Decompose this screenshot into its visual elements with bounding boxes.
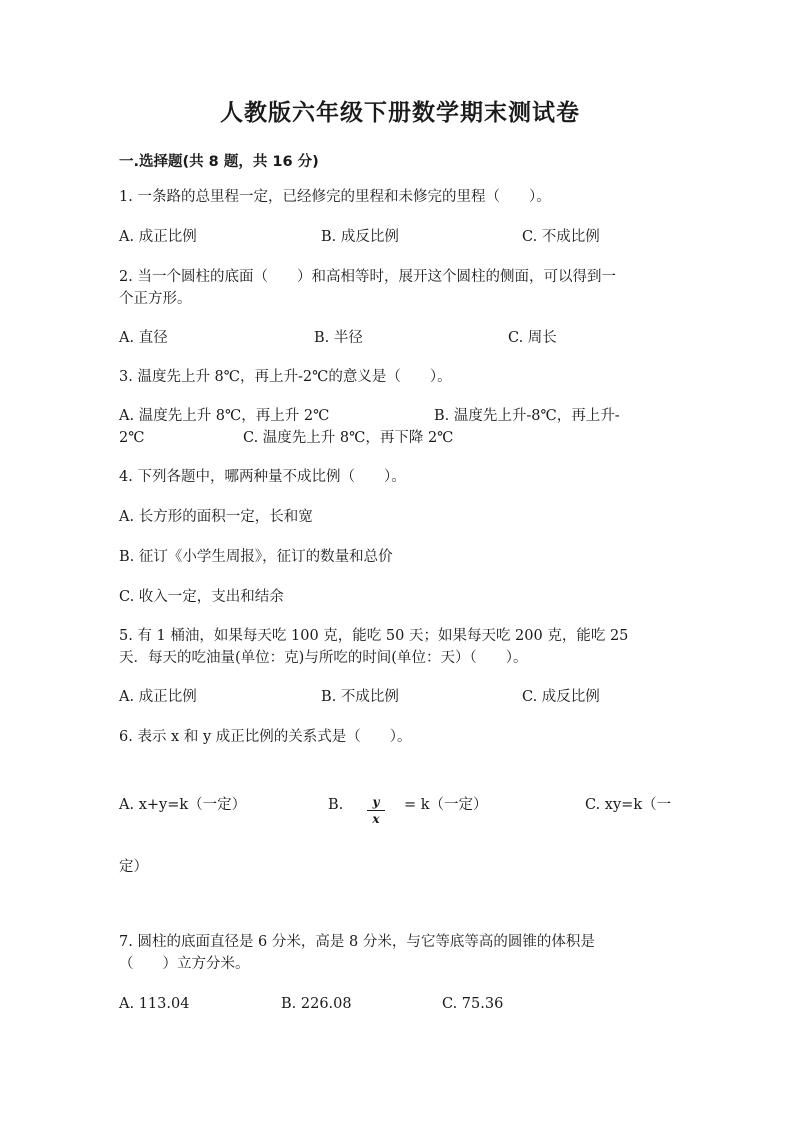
question-2-stem-line-2: 个正方形。 [119,291,192,307]
question-7-option-b: B. 226.08 [281,996,352,1012]
question-4-option-b: B. 征订《小学生周报》，征订的数量和总价 [119,549,393,565]
question-7-option-a: A. 113.04 [119,996,190,1012]
question-4-stem: 4. 下列各题中，哪两种量不成比例（ ）。 [119,469,406,485]
question-5-stem-line-1: 5. 有 1 桶油，如果每天吃 100 克，能吃 50 天；如果每天吃 200 克，能吃 25 [119,628,629,644]
question-2-option-a: A. 直径 [119,330,168,346]
question-3-option-c: C. 温度先上升 8℃，再下降 2℃ [243,430,454,446]
question-2-option-b: B. 半径 [314,330,363,346]
question-6-option-c: C. xy=k（一 [585,797,672,813]
question-5-option-a: A. 成正比例 [119,689,197,705]
fraction-numerator: y [367,795,385,811]
question-2-option-c: C. 周长 [508,330,557,346]
question-1-option-c: C. 不成比例 [522,229,600,245]
question-3-option-b: B. 温度先上升-8℃，再上升- [434,408,620,424]
question-3-stem: 3. 温度先上升 8℃，再上升-2℃的意义是（ ）。 [119,369,452,385]
question-7-stem-line-1: 7. 圆柱的底面直径是 6 分米，高是 8 分米，与它等底等高的圆锥的体积是 [119,934,595,950]
question-6-option-b-label: B. [328,797,344,813]
question-6-option-b-fraction [367,795,385,826]
page-title: 人教版六年级下册数学期末测试卷 [220,100,580,126]
question-5-option-c: C. 成反比例 [522,689,600,705]
question-6-option-a: A. x+y=k（一定） [119,797,247,813]
question-6-stem: 6. 表示 x 和 y 成正比例的关系式是（ ）。 [119,729,412,745]
question-1-option-b: B. 成反比例 [321,229,399,245]
question-1-stem: 1. 一条路的总里程一定，已经修完的里程和未修完的里程（ ）。 [119,189,551,205]
question-3-option-a: A. 温度先上升 8℃，再上升 2℃ [119,408,330,424]
question-1-option-a: A. 成正比例 [119,229,197,245]
fraction-denominator: x [372,812,380,826]
question-3-option-b-continued: 2℃ [119,430,145,446]
question-7-option-c: C. 75.36 [442,996,504,1012]
question-7-stem-line-2: （ ）立方分米。 [119,956,250,972]
question-6-option-b-rest: = k（一定） [404,797,488,813]
question-5-stem-line-2: 天．每天的吃油量(单位：克)与所吃的时间(单位：天）（ ）。 [119,650,528,666]
section-heading: 一.选择题(共 8 题，共 16 分) [119,154,319,170]
question-4-option-c: C. 收入一定，支出和结余 [119,589,284,605]
question-6-option-c-continued: 定） [119,859,148,875]
question-5-option-b: B. 不成比例 [321,689,399,705]
question-4-option-a: A. 长方形的面积一定，长和宽 [119,509,313,525]
question-2-stem-line-1: 2. 当一个圆柱的底面（ ）和高相等时，展开这个圆柱的侧面，可以得到一 [119,269,616,285]
